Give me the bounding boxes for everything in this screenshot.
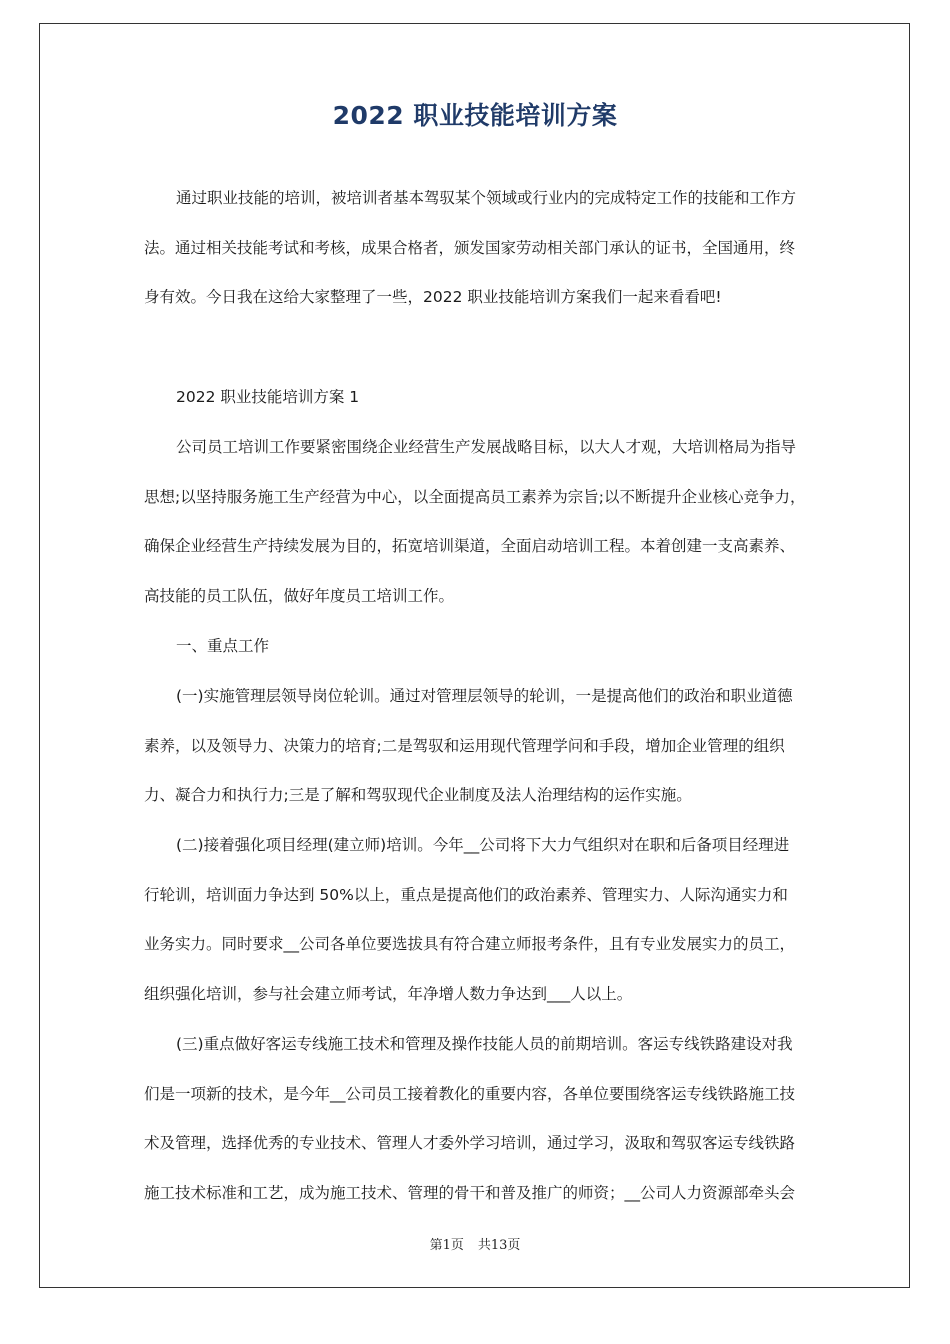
key-work-heading: 一、重点工作 (176, 637, 270, 655)
text-line: 们是一项新的技术，是今年__公司员工接着教化的重要内容，各单位要围绕客运专线铁路施工技 (144, 1084, 796, 1103)
text-line: 思想;以坚持服务施工生产经营为中心，以全面提高员工素养为宗旨;以不断提升企业核心竞争力， (144, 487, 806, 506)
text-line: 行轮训，培训面力争达到 50%以上，重点是提高他们的政治素养、管理实力、人际沟通实力和 (144, 885, 788, 904)
section-heading-block (144, 373, 812, 423)
text-line: 法。通过相关技能考试和考核，成果合格者，颁发国家劳动相关部门承认的证书，全国通用，终 (144, 238, 796, 257)
text-line: 通过职业技能的培训，被培训者基本驾驭某个领域或行业内的完成特定工作的技能和工作方 (176, 189, 797, 207)
text-line: 组织强化培训，参与社会建立师考试，年净增人数力争达到___人以上。 (144, 985, 633, 1004)
page-total: 共13页 (477, 1238, 521, 1253)
text-line: 术及管理，选择优秀的专业技术、管理人才委外学习培训，通过学习，汲取和驾驭客运专线铁路 (144, 1134, 796, 1153)
text-line: (一)实施管理层领导岗位轮训。通过对管理层领导的轮训，一是提高他们的政治和职业道德 (176, 687, 793, 705)
text-line: (二)接着强化项目经理(建立师)培训。今年__公司将下大力气组织对在职和后备项目经理进 (176, 836, 790, 854)
section-heading: 2022 职业技能培训方案 1 (176, 388, 360, 406)
text-line: 公司员工培训工作要紧密围绕企业经营生产发展战略目标，以大人才观，大培训格局为指导 (176, 438, 797, 456)
key-work-heading-block (144, 622, 812, 672)
text-line: 力、凝合力和执行力;三是了解和驾驭现代企业制度及法人治理结构的运作实施。 (144, 786, 692, 805)
document-title: 2022 职业技能培训方案 (332, 101, 618, 130)
text-line: 确保企业经营生产持续发展为目的，拓宽培训渠道，全面启动培训工程。本着创建一支高素养、 (144, 537, 796, 556)
text-line: 业务实力。同时要求__公司各单位要选拔具有符合建立师报考条件，且有专业发展实力的员工， (144, 935, 796, 954)
text-line: (三)重点做好客运专线施工技术和管理及操作技能人员的前期培训。客运专线铁路建设对我 (176, 1035, 793, 1053)
text-line: 施工技术标准和工艺，成为施工技术、管理的骨干和普及推广的师资；__公司人力资源部牵头会 (144, 1184, 796, 1203)
text-line: 高技能的员工队伍，做好年度员工培训工作。 (144, 587, 455, 606)
text-line: 素养，以及领导力、决策力的培育;二是驾驭和运用现代管理学问和手段，增加企业管理的组织 (144, 736, 785, 755)
page-number: 第1页 (429, 1238, 464, 1253)
intro-paragraph (144, 174, 812, 323)
paragraph-strategy (144, 423, 812, 622)
item-two-paragraph (144, 821, 812, 1020)
text-line: 身有效。今日我在这给大家整理了一些，2022 职业技能培训方案我们一起来看看吧! (144, 288, 722, 307)
page-footer (0, 1234, 950, 1253)
item-one-paragraph (144, 672, 812, 821)
item-three-paragraph (144, 1020, 812, 1219)
